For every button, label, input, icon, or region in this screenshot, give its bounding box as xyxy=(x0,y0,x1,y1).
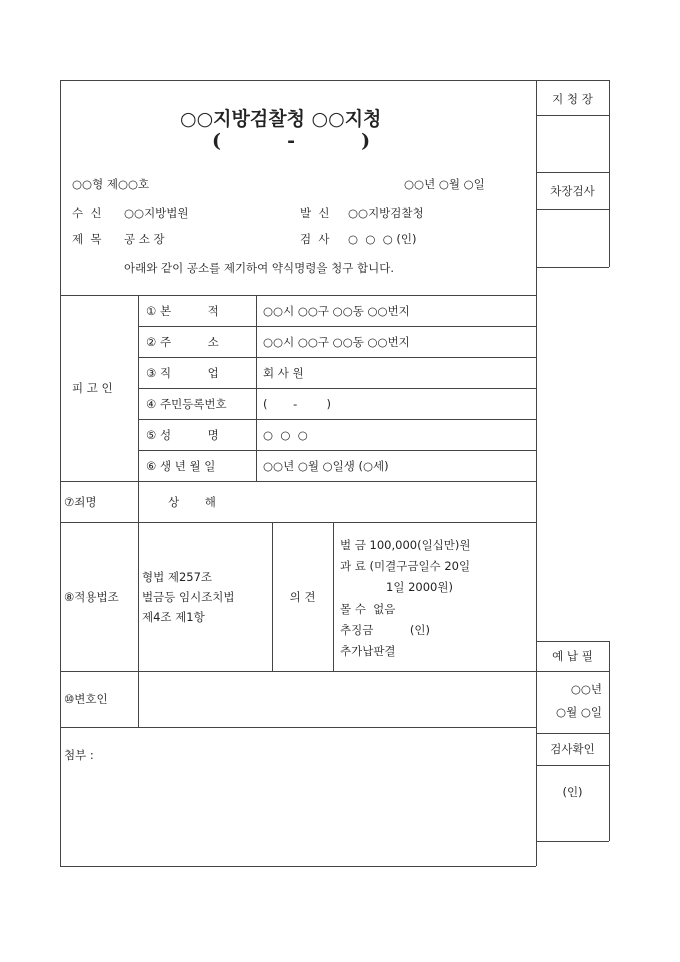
crime-name-label: ⑦죄명 xyxy=(64,495,97,509)
opinion-penalty-rate: 1일 2000원) xyxy=(386,580,453,594)
defendant-birthdate-value: ○○년 ○월 ○일생 (○세) xyxy=(263,459,389,473)
crime-name-value: 상 해 xyxy=(168,495,216,509)
defendant-birthdate-label: ⑥ 생 년 월 일 xyxy=(146,459,216,473)
defendant-address-value: ○○시 ○○구 ○○동 ○○번지 xyxy=(263,335,410,349)
opinion-label: 의 견 xyxy=(289,590,316,604)
prepayment-label: 예 납 필 xyxy=(552,649,593,663)
prosecutor-label: 검 사 xyxy=(300,232,330,246)
defendant-occupation-value: 회 사 원 xyxy=(263,366,304,380)
opinion-confiscation: 몰 수 없음 xyxy=(340,602,396,616)
defendant-registered-domicile-value: ○○시 ○○구 ○○동 ○○번지 xyxy=(263,304,410,318)
subject-label: 제 목 xyxy=(72,232,102,246)
applicable-law-label: ⑧적용법조 xyxy=(64,590,119,604)
prosecutor-check-label: 검사확인 xyxy=(550,742,595,756)
request-statement: 아래와 같이 공소를 제기하여 약식명령을 청구 합니다. xyxy=(124,261,394,275)
prosecutor-check-seal: (인) xyxy=(562,785,583,799)
recipient-label: 수 신 xyxy=(72,206,102,220)
opinion-fine: 벌 금 100,000(일십만)원 xyxy=(340,538,471,552)
prepayment-date-year: ○○년 xyxy=(570,682,602,696)
attachment-label: 첨부 : xyxy=(64,748,94,762)
defendant-name-label: ⑤ 성 명 xyxy=(146,428,219,442)
defendant-resident-number-value: ( - ) xyxy=(263,397,331,411)
subject-value: 공 소 장 xyxy=(124,232,165,246)
defense-lawyer-label-text: ⑩변호인 xyxy=(64,692,108,706)
opinion-penalty: 과 료 (미결구금일수 20일 xyxy=(340,559,471,573)
law-line-1: 형법 제257조 xyxy=(142,570,213,584)
document-title: ○○지방검찰청 ○○지청 xyxy=(180,108,382,130)
prepayment-date-day: ○월 ○일 xyxy=(556,705,602,719)
defendant-name-value: ○ ○ ○ xyxy=(263,428,308,442)
deputy-prosecutor-label: 차장검사 xyxy=(550,184,595,198)
defendant-occupation-label: ③ 직 업 xyxy=(146,366,219,380)
title-paren-line: ( - ) xyxy=(212,130,371,152)
defendant-address-label: ② 주 소 xyxy=(146,335,219,349)
defendant-registered-domicile-label: ① 본 적 xyxy=(146,304,219,318)
prosecutor-value: ○ ○ ○ (인) xyxy=(348,232,417,246)
law-line-3: 제4조 제1항 xyxy=(142,610,205,624)
recipient-value: ○○지방법원 xyxy=(124,206,189,220)
defendant-resident-number-label: ④ 주민등록번호 xyxy=(146,397,227,411)
chief-prosecutor-label: 지 청 장 xyxy=(552,92,593,106)
case-number: ○○형 제○○호 xyxy=(72,177,150,191)
sender-value: ○○지방검찰청 xyxy=(348,206,424,220)
sender-label: 발 신 xyxy=(300,206,330,220)
document-date: ○○년 ○월 ○일 xyxy=(404,177,485,191)
defendant-group-label: 피 고 인 xyxy=(72,381,113,395)
opinion-additional-payment: 추가납판결 xyxy=(340,644,396,658)
law-line-2: 벌금등 임시조치법 xyxy=(142,590,235,604)
opinion-forfeiture: 추징금 (인) xyxy=(340,623,430,637)
